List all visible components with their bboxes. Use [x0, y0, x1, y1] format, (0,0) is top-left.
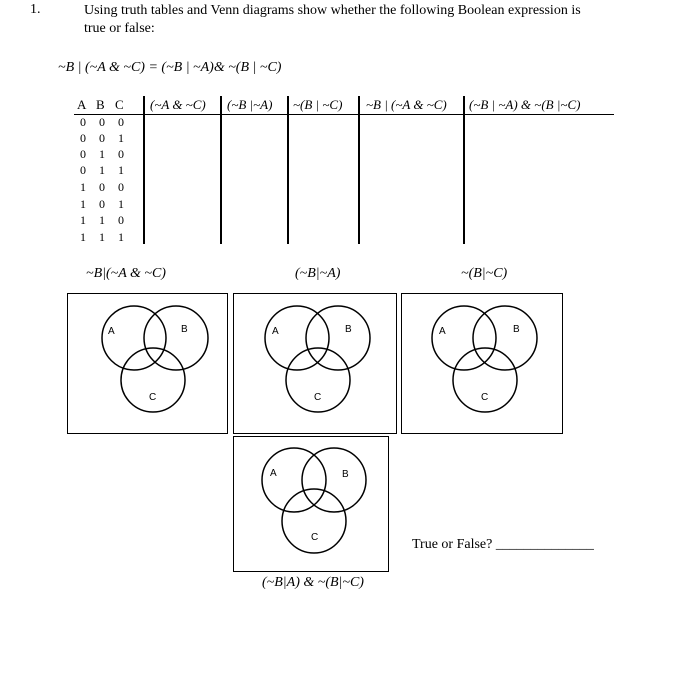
row-7-c: 0 [118, 213, 124, 227]
header-col-1: (~A & ~C) [150, 97, 206, 112]
header-rule [74, 114, 614, 115]
letter-a: A [439, 326, 446, 337]
row-4-c: 1 [118, 163, 124, 177]
venn-label-2: (~B|~A) [295, 266, 341, 281]
question-line-2: true or false: [84, 21, 155, 36]
letter-a: A [272, 326, 279, 337]
row-2-c: 1 [118, 131, 124, 145]
question-number: 1. [30, 2, 41, 17]
col-sep-2 [220, 96, 222, 244]
col-sep-3 [287, 96, 289, 244]
letter-a: A [270, 468, 277, 479]
circle-b [302, 448, 366, 512]
letter-c: C [481, 392, 489, 403]
venn-box-3 [401, 293, 563, 434]
row-4-a: 0 [80, 163, 86, 177]
venn-diagram-2 [234, 294, 395, 432]
header-a: A [77, 97, 87, 112]
venn-box-2 [233, 293, 397, 434]
question-line-1: Using truth tables and Venn diagrams show whether the following Boolean expression is [84, 3, 581, 18]
col-sep-1 [143, 96, 145, 244]
row-3-a: 0 [80, 147, 86, 161]
row-7-b: 1 [99, 213, 105, 227]
header-col-5: (~B | ~A) & ~(B |~C) [469, 97, 581, 112]
venn-label-3: ~(B|~C) [461, 266, 508, 281]
venn-diagram-1 [68, 294, 226, 432]
circle-b [306, 306, 370, 370]
row-6-a: 1 [80, 197, 86, 211]
row-6-b: 0 [99, 197, 105, 211]
letter-b: B [342, 469, 349, 480]
circle-b [144, 306, 208, 370]
venn-label-1: ~B|(~A & ~C) [86, 266, 166, 281]
letter-c: C [311, 532, 319, 543]
question-text [84, 2, 581, 38]
venn-box-1 [67, 293, 228, 434]
venn-diagram-4 [234, 437, 387, 570]
answer-prompt [412, 537, 594, 553]
row-2-b: 0 [99, 131, 105, 145]
row-7-a: 1 [80, 213, 86, 227]
row-1-a: 0 [80, 115, 86, 129]
letter-b: B [181, 324, 188, 335]
row-5-c: 0 [118, 180, 124, 194]
circle-a [102, 306, 166, 370]
header-col-3: ~(B | ~C) [293, 97, 343, 112]
row-4-b: 1 [99, 163, 105, 177]
circle-c [282, 489, 346, 553]
row-2-a: 0 [80, 131, 86, 145]
row-6-c: 1 [118, 197, 124, 211]
col-sep-4 [358, 96, 360, 244]
boolean-expression: ~B | (~A & ~C) = (~B | ~A)& ~(B | ~C) [58, 60, 282, 75]
letter-c: C [314, 392, 322, 403]
row-1-c: 0 [118, 115, 124, 129]
row-5-b: 0 [99, 180, 105, 194]
circle-a [432, 306, 496, 370]
answer-prompt-text: True or False? [412, 537, 493, 552]
venn-diagram-3 [402, 294, 561, 432]
col-sep-5 [463, 96, 465, 244]
header-col-4: ~B | (~A & ~C) [366, 97, 447, 112]
header-col-2: (~B |~A) [227, 97, 273, 112]
circle-a [265, 306, 329, 370]
answer-blank[interactable]: ______________ [495, 537, 594, 552]
letter-c: C [149, 392, 157, 403]
letter-b: B [345, 324, 352, 335]
row-5-a: 1 [80, 180, 86, 194]
row-8-a: 1 [80, 230, 86, 244]
venn-label-4: (~B|A) & ~(B|~C) [262, 575, 364, 590]
row-8-c: 1 [118, 230, 124, 244]
header-b: B [96, 97, 105, 112]
row-1-b: 0 [99, 115, 105, 129]
circle-b [473, 306, 537, 370]
row-3-c: 0 [118, 147, 124, 161]
row-3-b: 1 [99, 147, 105, 161]
row-8-b: 1 [99, 230, 105, 244]
circle-a [262, 448, 326, 512]
letter-a: A [108, 326, 115, 337]
venn-box-4 [233, 436, 389, 572]
header-c: C [115, 97, 124, 112]
letter-b: B [513, 324, 520, 335]
